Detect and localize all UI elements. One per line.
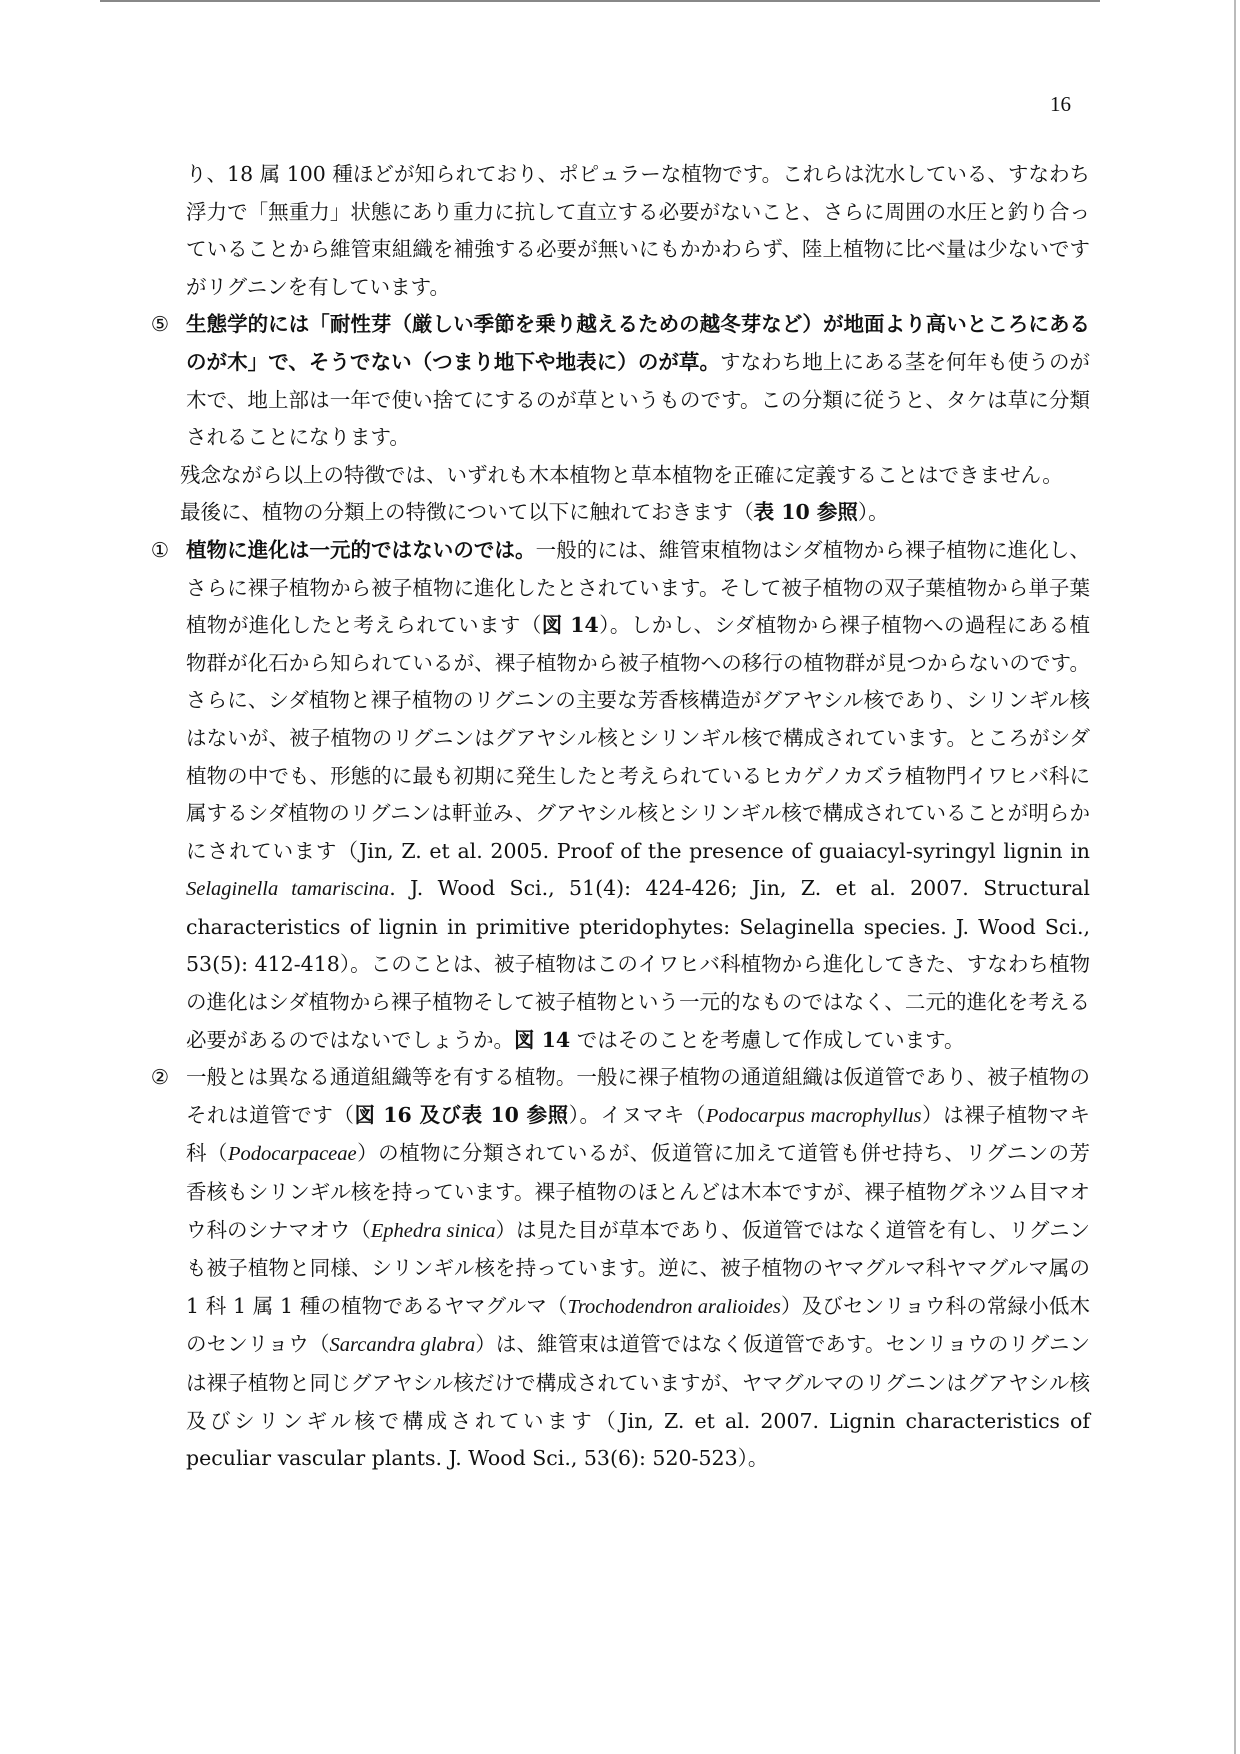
- paragraph-conclusion: 残念ながら以上の特徴では、いずれも木本植物と草本植物を正確に定義することはできません。: [180, 462, 1063, 487]
- text-run: ）。しかし、シダ植物から裸子植物への過程にある植物群が化石から知られているが、裸子植物から被子植物への移行の植物群が見つからないのです。さらに、シダ植物と裸子植物のリグニンの主要な芳香核構造がグアヤシル核であり、シリンギル核はないが、被子植物のリグニンはグアヤシル核とシリンギル核で構成されています。ところがシダ植物の中でも、形態的に最も初期に発生したと考えられているヒカゲノカズラ植物門イワヒバ科に属するシダ植物のリグニンは軒並み、グアヤシル核とシリンギル核で構成されていることが明らかにされています（Jin, Z. et al. 2005. Proof of the presence of guaiacyl-syringyl lignin in: [186, 613, 1091, 863]
- figure-ref: 図 14: [514, 1027, 571, 1052]
- item-text: すなわち地上にある茎を何年も使うのが木で、地上部は一年で使い捨てにするのが草というものです。この分類に従うと、タケは草に分類されることになります。: [186, 349, 1090, 450]
- list-item-1: [140, 532, 1090, 1059]
- list-marker: ⑤: [150, 312, 170, 337]
- text-run: ）は裸子植物マキ科（: [186, 1102, 1091, 1166]
- body-text: [140, 156, 1090, 1478]
- text-run: 一般とは異なる通道組織等を有する植物。一般に裸子植物の通道組織は仮道管であり、被子植物のそれは道管です（: [186, 1065, 1090, 1127]
- paragraph-continuation: り、18 属 100 種ほどが知られており、ポピュラーな植物です。これらは沈水している、すなわち浮力で「無重力」状態にあり重力に抗して直立する必要がないこと、さらに周囲の水圧と釣り合っていることから維管束組織を補強する必要が無いにもかかわらず、陸上植物に比べ量は少ないですがリグニンを有しています。: [186, 162, 1090, 299]
- text-run: 一般的には、維管束植物はシダ植物から裸子植物に進化し、さらに裸子植物から被子植物に進化したとされています。そして被子植物の双子葉植物から単子葉植物が進化したと考えられています（: [186, 537, 1091, 638]
- list-item-5: [140, 306, 1090, 456]
- text-run: . J. Wood Sci., 51(4): 424-426; Jin, Z. et al. 2007. Structural characteristics of lignin in primitive pteridophytes: Selaginella species. J. Wood Sci., 53(5): 412-418）。このことは、被子植物はこのイワヒバ科植物から進化してきた、すなわち植物の進化はシダ植物から裸子植物そして被子植物という一元的なものではなく、二元的進化を考える必要があるのではないでしょうか。: [186, 876, 1090, 1052]
- species-name: Sarcandra glabra: [329, 1334, 476, 1357]
- list-marker: ①: [150, 537, 170, 562]
- text-run: ）は、維管束は道管ではなく仮道管であす。センリョウのリグニンは裸子植物と同じグアヤシル核だけで構成されていますが、ヤマグルマのリグニンはグアヤシル核及びシリンギル核で構成されています（Jin, Z. et al. 2007. Lignin characteristics of peculiar vascular plants. J. Wood Sci., 53(6): 520-523）。: [186, 1332, 1090, 1471]
- species-name: Ephedra sinica: [370, 1219, 496, 1242]
- family-name: Podocarpaceae: [227, 1143, 357, 1166]
- text-run: ではそのことを考慮して作成しています。: [570, 1027, 965, 1052]
- table-ref: 表 10 参照: [753, 500, 858, 525]
- scan-right-edge: [1234, 0, 1236, 1754]
- scan-top-edge: [100, 0, 1100, 2]
- paragraph-intro: [140, 494, 1090, 532]
- species-name: Podocarpus macrophyllus: [705, 1104, 922, 1127]
- figure-ref: 図 16 及び表 10 参照: [354, 1102, 569, 1127]
- text-run: ）は見た目が草本であり、仮道管ではなく道管を有し、リグニンも被子植物と同様、シリンギル核を持っています。逆に、被子植物のヤマグルマ科ヤマグルマ属の 1 科 1 属 1 種の植物であるヤマグルマ（: [186, 1217, 1091, 1318]
- text-run: ）。: [857, 500, 889, 525]
- species-name: Selaginella tamariscina: [186, 878, 390, 901]
- bold-heading: 植物に進化は一元的ではないのでは。: [186, 537, 536, 562]
- text-run: 最後に、植物の分類上の特徴について以下に触れておきます（: [180, 500, 754, 525]
- list-marker: ②: [150, 1065, 170, 1090]
- species-name: Trochodendron aralioides: [567, 1295, 781, 1318]
- list-item-2: [140, 1059, 1090, 1478]
- bold-heading: 生態学的には「耐性芽（厳しい季節を乗り越えるための越冬芽など）が地面より高いところにあるのが木」で、そうでない（つまり地下や地表に）のが草。: [186, 312, 1090, 374]
- text-run: ）の植物に分類されているが、仮道管に加えて道管も併せ持ち、リグニンの芳香核もシリンギル核を持っています。裸子植物のほとんどは木本ですが、裸子植物グネツム目マオウ科のシナマオウ（: [186, 1141, 1091, 1242]
- text-run: ）及びセンリョウ科の常緑小低木のセンリョウ（: [186, 1293, 1090, 1357]
- text-run: ）。イヌマキ（: [568, 1102, 706, 1127]
- page-number: 16: [1050, 92, 1071, 116]
- figure-ref: 図 14: [541, 613, 599, 638]
